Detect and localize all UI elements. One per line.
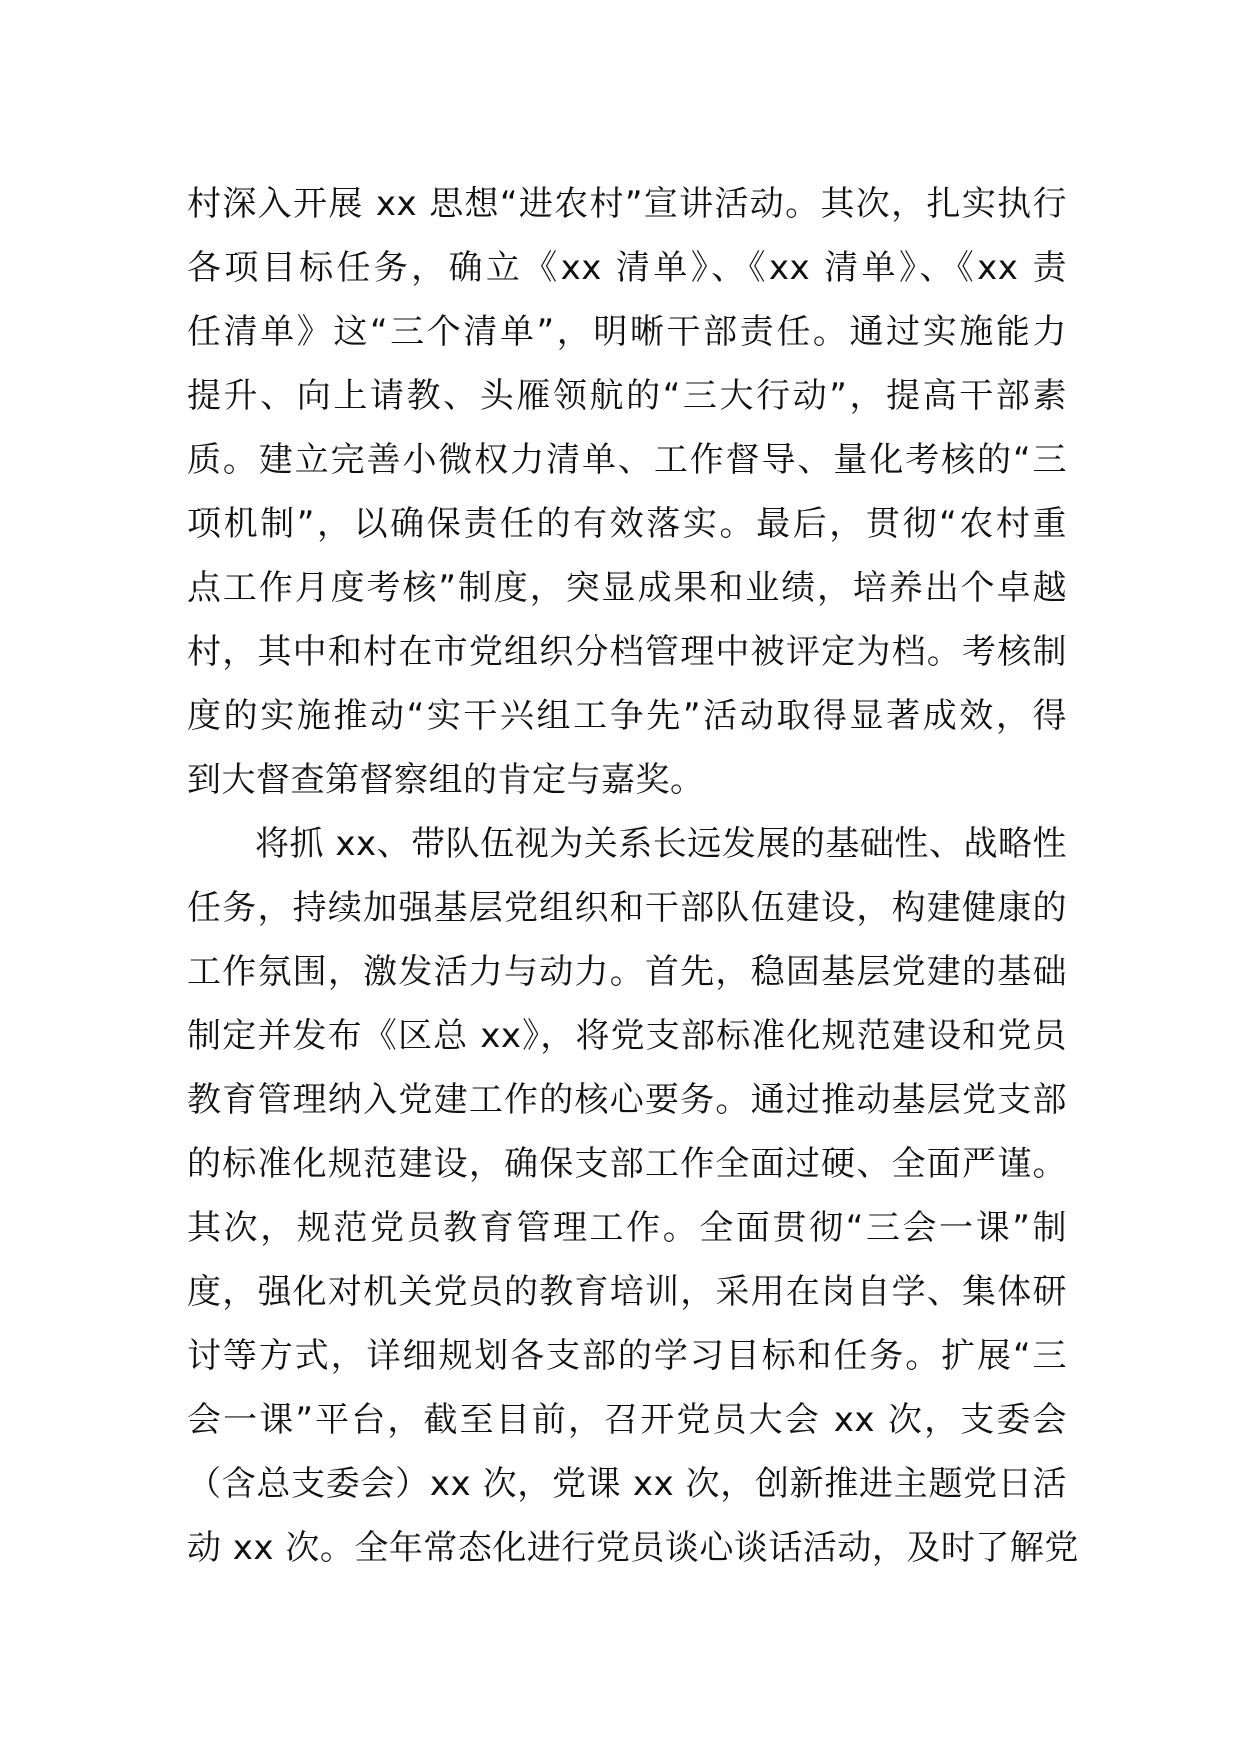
text-line: 会一课”平台，截至目前，召开党员大会 xx 次，支委会 bbox=[187, 1400, 1067, 1440]
text-line: （含总支委会）xx 次，党课 xx 次，创新推进主题党日活 bbox=[187, 1464, 1067, 1504]
text-line: 村，其中和村在市党组织分档管理中被评定为档。考核制 bbox=[187, 632, 1067, 672]
text-line: 项机制”，以确保责任的有效落实。最后，贯彻“农村重 bbox=[187, 504, 1067, 544]
text-line: 各项目标任务，确立《xx 清单》、《xx 清单》、《xx 责 bbox=[187, 248, 1067, 288]
text-line: 村深入开展 xx 思想“进农村”宣讲活动。其次，扎实执行 bbox=[187, 184, 1067, 224]
text-line: 到大督查第督察组的肯定与嘉奖。 bbox=[187, 760, 705, 800]
document-body bbox=[187, 172, 1079, 1580]
text-line: 任务，持续加强基层党组织和干部队伍建设，构建健康的 bbox=[187, 888, 1067, 928]
text-line: 度的实施推动“实干兴组工争先”活动取得显著成效，得 bbox=[187, 696, 1067, 736]
text-line: 其次，规范党员教育管理工作。全面贯彻“三会一课”制 bbox=[187, 1208, 1067, 1248]
text-line: 动 xx 次。全年常态化进行党员谈心谈话活动，及时了解党 bbox=[187, 1528, 1079, 1568]
text-line: 教育管理纳入党建工作的核心要务。通过推动基层党支部 bbox=[187, 1080, 1067, 1120]
text-line: 将抓 xx、带队伍视为关系长远发展的基础性、战略性 bbox=[255, 824, 1067, 864]
text-line: 任清单》这“三个清单”，明晰干部责任。通过实施能力 bbox=[187, 312, 1067, 352]
paragraph-2 bbox=[187, 812, 1079, 1580]
text-line: 工作氛围，激发活力与动力。首先，稳固基层党建的基础 bbox=[187, 952, 1067, 992]
paragraph-1 bbox=[187, 172, 1067, 812]
text-line: 质。建立完善小微权力清单、工作督导、量化考核的“三 bbox=[187, 440, 1067, 480]
text-line: 点工作月度考核”制度，突显成果和业绩，培养出个卓越 bbox=[187, 568, 1067, 608]
text-line: 的标准化规范建设，确保支部工作全面过硬、全面严谨。 bbox=[187, 1144, 1067, 1184]
text-line: 制定并发布《区总 xx》，将党支部标准化规范建设和党员 bbox=[187, 1016, 1067, 1056]
text-line: 讨等方式，详细规划各支部的学习目标和任务。扩展“三 bbox=[187, 1336, 1067, 1376]
text-line: 度，强化对机关党员的教育培训，采用在岗自学、集体研 bbox=[187, 1272, 1067, 1312]
text-line: 提升、向上请教、头雁领航的“三大行动”，提高干部素 bbox=[187, 376, 1067, 416]
